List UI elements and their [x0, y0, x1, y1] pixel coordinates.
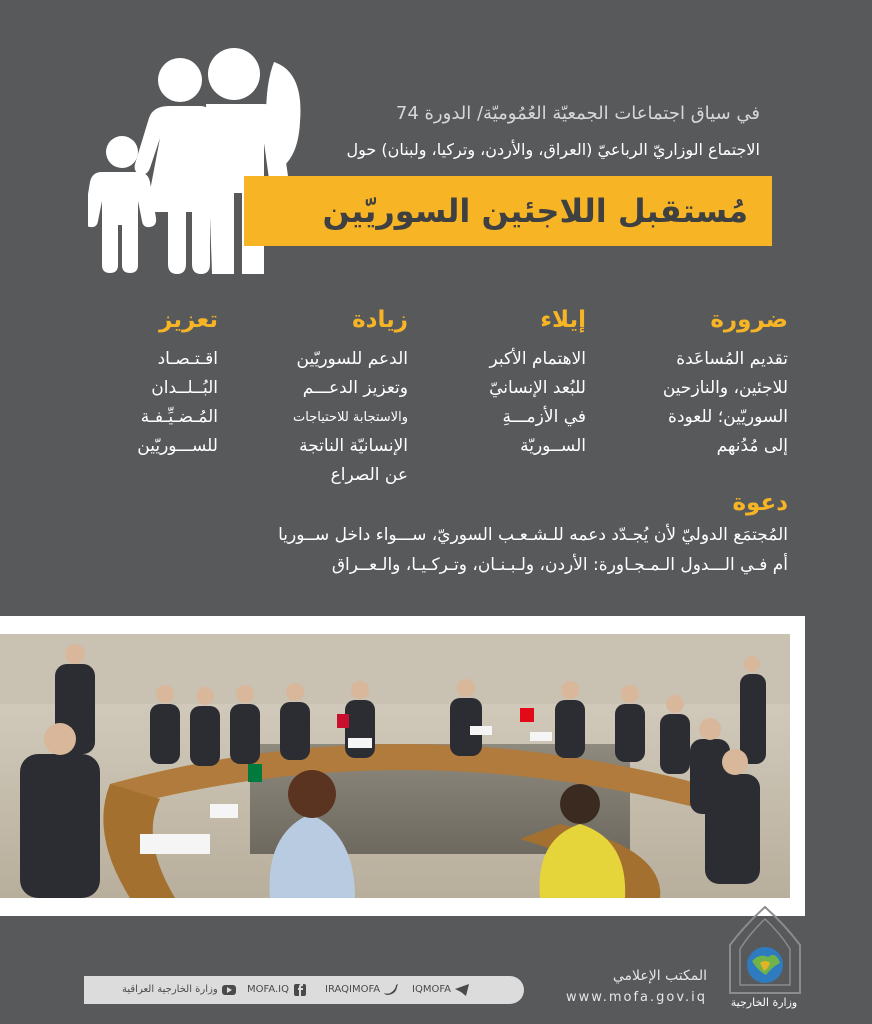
facebook-icon: [293, 984, 307, 996]
column-heading: إيلاء: [540, 307, 586, 333]
telegram-icon: [455, 984, 469, 996]
subtitle-line-1: في سياق اجتماعات الجمعيّة العُمُوميّة/ الدورة 74: [395, 103, 760, 124]
youtube-icon: [222, 984, 236, 996]
social-link-telegram[interactable]: [412, 980, 469, 1000]
column-increase: [233, 305, 408, 490]
column-line: والاستجابة للاحتياجات: [293, 410, 408, 425]
column-line: السوريّين؛ للعودة: [668, 407, 788, 427]
column-attention: [436, 305, 586, 461]
social-label: IRAQIMOFA: [325, 984, 381, 995]
social-link-youtube[interactable]: [122, 980, 236, 1000]
column-line: وتعزيز الدعـــم: [302, 378, 408, 398]
social-label: IQMOFA: [412, 984, 451, 995]
ministry-logo-text: وزارة الخارجية: [730, 996, 798, 1009]
call-line: أم فـي الـــدول الـمـجـاورة: الأردن، ولـبـنـان، وتـركـيـا، والـعــراق: [331, 555, 788, 575]
column-line: في الأزمـــةِ: [502, 407, 586, 427]
press-office-label: المكتب الإعلامي: [612, 968, 707, 984]
column-line: للســـوريّين: [137, 436, 218, 456]
column-heading: تعزيز: [159, 307, 218, 333]
column-line: تقديم المُساعَدة: [676, 349, 788, 369]
column-line: للاجئين، والنازحين: [662, 378, 788, 398]
subtitle-line-2: الاجتماع الوزاريّ الرباعيّ (العراق، والأردن، وتركيا، ولبنان) حول: [346, 140, 760, 159]
social-label: MOFA.IQ: [247, 984, 289, 995]
column-heading: زيادة: [352, 307, 408, 333]
social-link-facebook[interactable]: [247, 980, 307, 1000]
column-line: الاهتمام الأكبر: [489, 349, 586, 369]
column-line: إلى مُدُنهم: [716, 436, 788, 456]
twitter-icon: [384, 984, 398, 996]
website-link[interactable]: www.mofa.gov.iq: [565, 990, 707, 1005]
page-title: مُستقبل اللاجئين السوريّين: [322, 192, 748, 230]
column-heading: ضرورة: [710, 307, 788, 333]
column-line: الإنسانيّة الناتجة: [299, 436, 408, 456]
call-section: [88, 490, 788, 580]
column-line: الدعم للسوريّين: [296, 349, 408, 369]
column-line: البُــلــدان: [151, 378, 218, 398]
column-necessity: [618, 305, 788, 461]
column-line: عن الصراع: [330, 465, 408, 485]
column-line: الســوريّة: [520, 436, 586, 456]
column-line: المُـضـيِّـفـة: [140, 407, 218, 427]
social-label: وزارة الخارجية العراقية: [122, 984, 218, 995]
call-heading: دعوة: [732, 490, 788, 516]
call-line: المُجتمَع الدوليّ لأن يُجـدّد دعمه للـشـعـب السوريّ، ســـواء داخل ســوريا: [278, 525, 788, 545]
column-line: اقـتـصـاد: [157, 349, 218, 369]
column-line: للبُعد الإنسانيّ: [489, 378, 586, 398]
social-link-twitter[interactable]: [325, 980, 398, 1000]
column-strengthen: [68, 305, 218, 461]
meeting-photo: [0, 634, 790, 898]
